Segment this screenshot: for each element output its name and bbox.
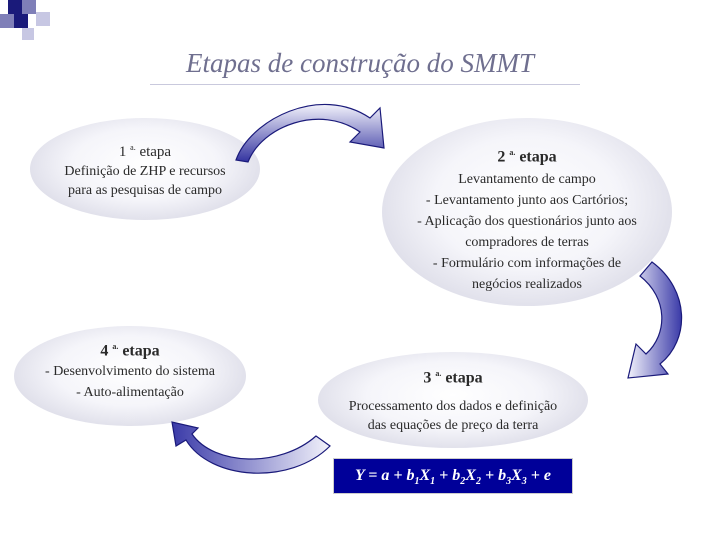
stage-3-line: Processamento dos dados e definição [348,399,558,415]
stage-4-heading [14,336,246,361]
stage-2-line: Levantamento de campo [458,172,596,188]
stage-3-heading [318,364,588,387]
price-equation: $Y = a + b_1X_1 + b_2X_2 + b_3X_3 + e$ [333,458,573,494]
stage-3-ordinal: a. [435,369,442,378]
stage-4-line: - Desenvolvimento do sistema [45,364,215,380]
stage-3-word: etapa [445,369,483,387]
stage-2-heading [382,142,672,167]
stage-1-word: etapa [139,144,172,160]
stage-1-number: 1 [118,144,127,160]
stage-3-number: 3 [423,369,432,387]
stage-2-word: etapa [519,148,557,166]
stage-4-word: etapa [122,342,160,360]
stage-4-number: 4 [100,342,109,360]
stage-1-heading [30,138,260,162]
stage-2-line: - Aplicação dos questionários junto aos [417,214,637,230]
arrow-3-to-4 [172,422,330,473]
stage-4 [14,336,246,403]
stage-2-line: compradores de terras [465,235,589,251]
stage-1-line: Definição de ZHP e recursos [64,164,226,179]
stage-2-line: - Formulário com informações de [432,256,622,272]
slide-title: Etapas de construção do SMMT [186,48,534,78]
stage-1 [30,138,260,200]
stage-2-number: 2 [497,148,506,166]
stage-2 [382,142,672,295]
stage-2-ordinal: a. [509,148,516,157]
stage-4-line: - Auto-alimentação [76,385,184,401]
stage-2-line: negócios realizados [471,277,582,293]
stage-1-ordinal: a. [130,143,136,152]
stage-1-line: para as pesquisas de campo [68,183,222,198]
stage-3-line: das equações de preço da terra [367,418,539,434]
stage-3 [318,364,588,435]
stage-4-ordinal: a. [112,342,119,351]
stage-2-line: - Levantamento junto aos Cartórios; [425,193,629,209]
